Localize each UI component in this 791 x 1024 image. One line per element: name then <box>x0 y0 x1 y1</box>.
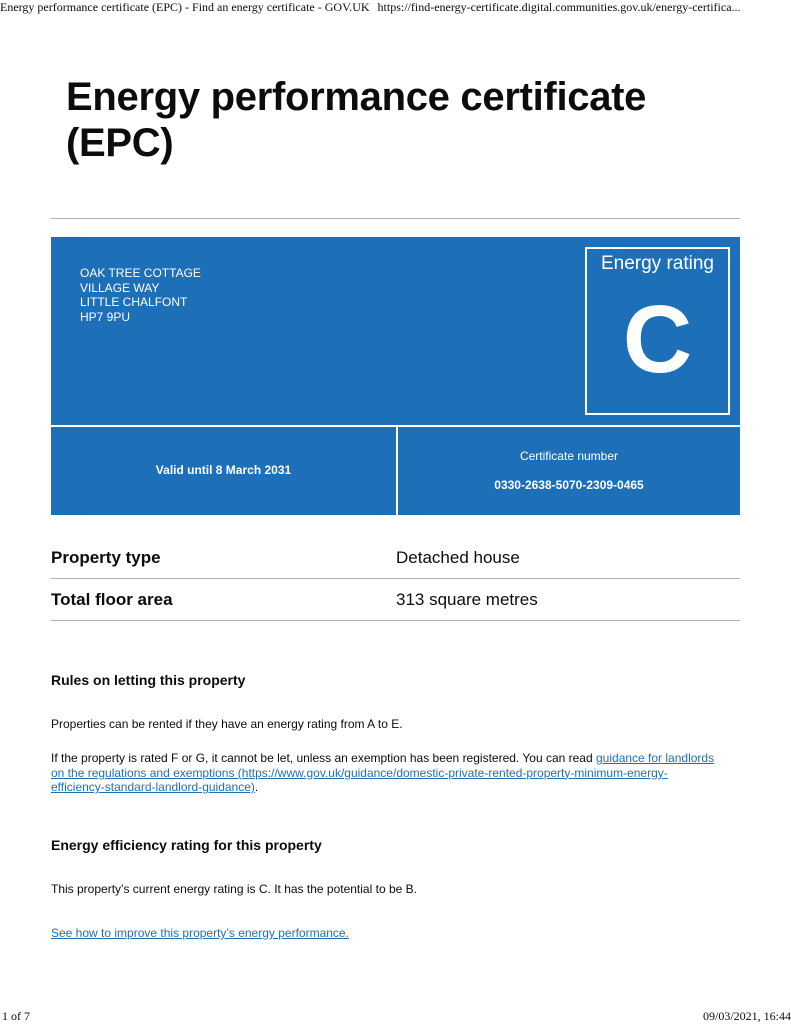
page-number: 1 of 7 <box>2 1009 30 1023</box>
print-header-url: https://find-energy-certificate.digital.communities.gov.uk/energy-certifica... <box>377 0 741 14</box>
address-line: OAK TREE COTTAGE <box>80 266 201 280</box>
detail-value: Detached house <box>396 548 520 567</box>
improve-link-paragraph <box>51 926 721 941</box>
detail-key: Property type <box>51 548 161 567</box>
detail-key: Total floor area <box>51 590 173 609</box>
epc-summary-panel <box>51 237 740 515</box>
summary-divider <box>396 427 398 515</box>
address-line: VILLAGE WAY <box>80 280 160 295</box>
letting-exemption-paragraph <box>51 751 721 795</box>
efficiency-rating-paragraph: This property’s current energy rating is C. It has the potential to be B. <box>51 882 417 896</box>
print-footer <box>0 1009 791 1024</box>
detail-value: 313 square metres <box>396 590 538 609</box>
print-header <box>0 0 791 16</box>
energy-rating-label: Energy rating <box>600 253 714 274</box>
letting-exemption-end: . <box>254 780 259 795</box>
landlord-guidance-link[interactable]: guidance for landlords on the regulations and exemptions (https://www.gov.uk/guidance/domestic-private-rented-property-minimum-energy-efficiency-standard-landlord-guidance) <box>51 751 715 795</box>
improve-energy-performance-link[interactable]: See how to improve this property’s energy performance. <box>51 926 349 940</box>
title-divider <box>51 218 740 219</box>
detail-row-floor-area <box>51 579 740 621</box>
letting-exemption-text: If the property is rated F or G, it cannot be let, unless an exemption has been registered. You can read <box>51 751 596 765</box>
address-line: LITTLE CHALFONT <box>80 295 188 310</box>
letting-rules-paragraph: Properties can be rented if they have an energy rating from A to E. <box>51 717 403 731</box>
property-address <box>80 266 201 324</box>
valid-until: Valid until 8 March 2031 <box>155 463 292 477</box>
energy-rating-letter: C <box>622 286 693 393</box>
certificate-number-label: Certificate number <box>519 449 619 463</box>
page-title: Energy performance certificate (EPC) <box>66 75 647 165</box>
letting-rules-heading: Rules on letting this property <box>51 672 246 688</box>
efficiency-rating-heading: Energy efficiency rating for this property <box>51 837 322 853</box>
detail-row-property-type <box>51 538 740 579</box>
property-details-list <box>51 538 740 621</box>
energy-rating-box <box>585 247 730 415</box>
print-header-title: Energy performance certificate (EPC) - Find an energy certificate - GOV.UK <box>0 0 370 14</box>
address-line: HP7 9PU <box>80 309 131 324</box>
certificate-number: 0330-2638-5070-2309-0465 <box>494 478 644 492</box>
print-datetime: 09/03/2021, 16:44 <box>702 1009 791 1023</box>
